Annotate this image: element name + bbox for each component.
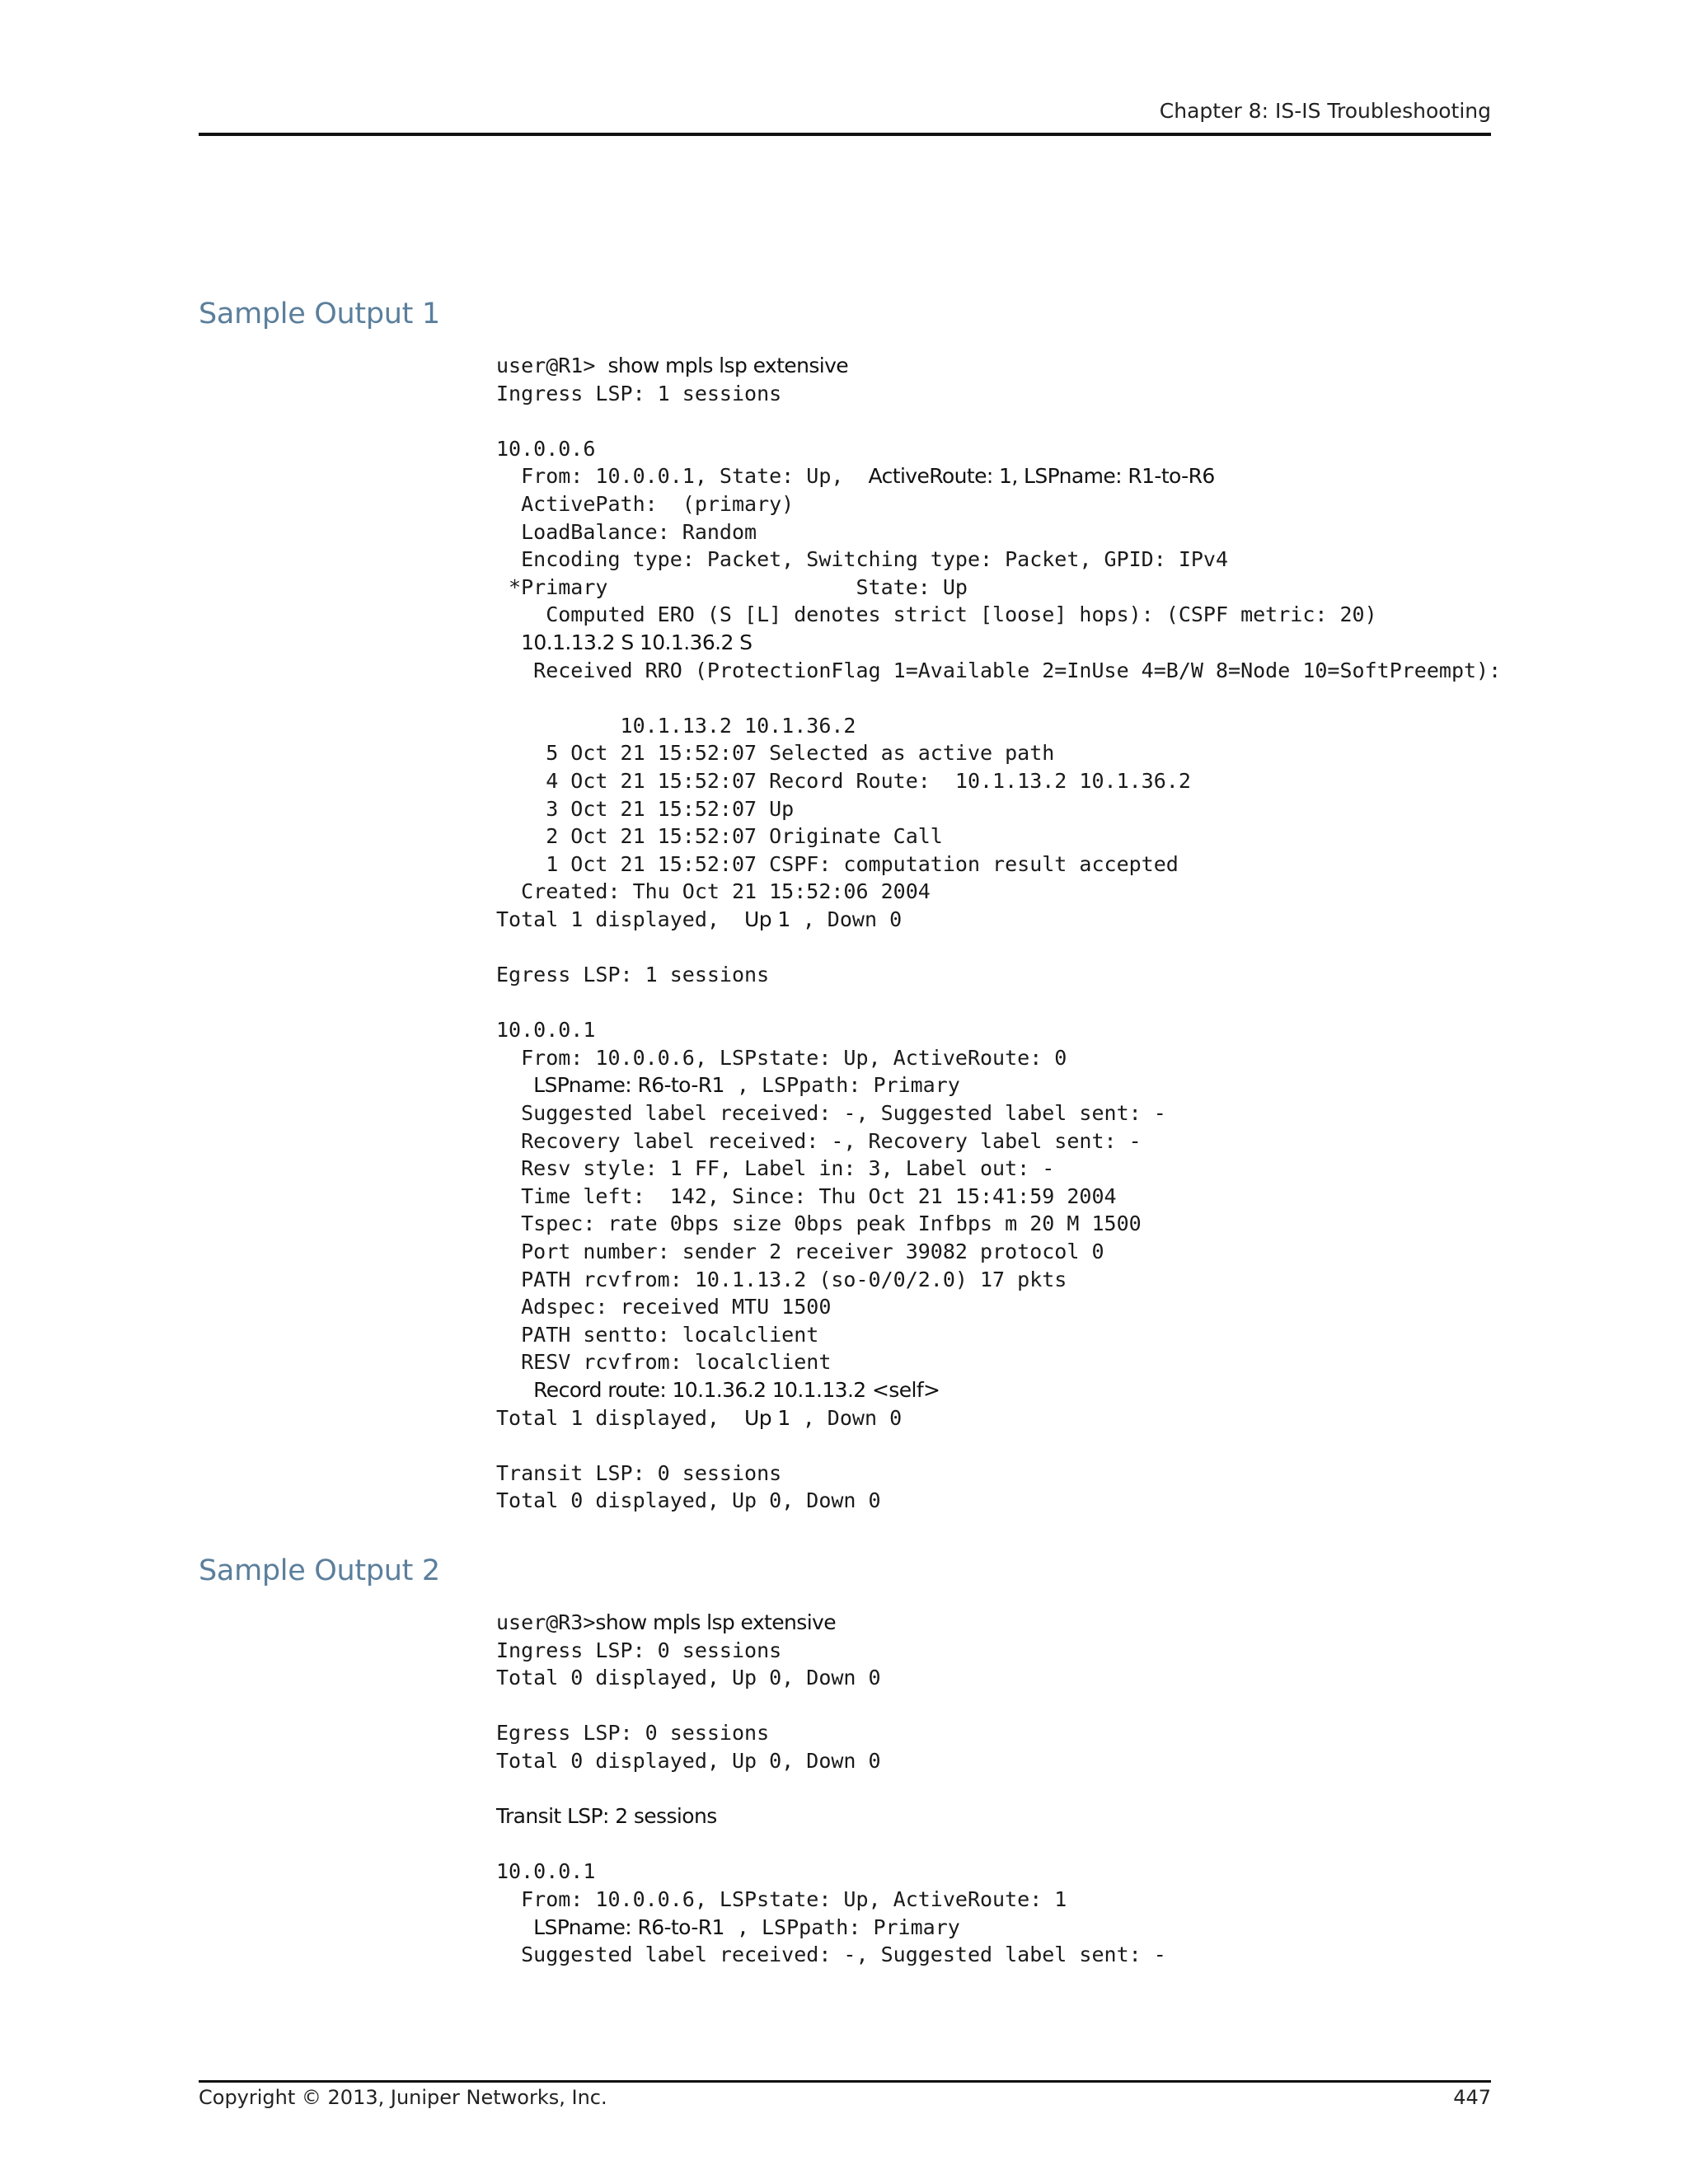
output-text: [496, 630, 521, 654]
output-line: [496, 1886, 1166, 1914]
output-text: Transit LSP: 0 sessions: [496, 1460, 782, 1485]
output-text: 10.1.13.2 10.1.36.2: [496, 713, 856, 738]
footer-copyright: Copyright © 2013, Juniper Networks, Inc.: [199, 2086, 607, 2109]
output-text: , LSPpath: Primary: [724, 1073, 960, 1098]
output-line: [496, 462, 1501, 490]
output-text: PATH sentto: localclient: [496, 1322, 819, 1347]
output-line: [496, 1348, 1501, 1376]
output-line: [496, 1404, 1501, 1432]
output-text: Total 0 displayed, Up 0, Down 0: [496, 1666, 881, 1690]
output-line: [496, 546, 1501, 574]
cli-command: show mpls lsp extensive: [595, 1610, 837, 1634]
output-line: [496, 878, 1501, 906]
header-divider: [199, 133, 1491, 136]
output-line: [496, 490, 1501, 518]
output-text: Total 1 displayed,: [496, 1405, 745, 1430]
output-line: [496, 1238, 1501, 1266]
highlighted-text: 10.1.13.2 S 10.1.36.2 S: [521, 630, 753, 654]
output-line: [496, 380, 1501, 408]
output-line: [496, 1183, 1501, 1211]
output-text: Total 1 displayed,: [496, 907, 745, 931]
output-text: RESV rcvfrom: localclient: [496, 1350, 832, 1375]
output-text: Encoding type: Packet, Switching type: Packet, GPID: IPv4: [496, 547, 1229, 572]
output-text: Total 0 displayed, Up 0, Down 0: [496, 1488, 881, 1513]
output-text: Adspec: received MTU 1500: [496, 1295, 832, 1319]
output-line: [496, 574, 1501, 602]
output-text: Computed ERO (S [L] denotes strict [loose] hops): (CSPF metric: 20): [496, 602, 1377, 627]
output-line: [496, 795, 1501, 823]
output-line: [496, 1637, 1166, 1665]
footer-divider: [199, 2080, 1491, 2083]
output-line: [496, 1719, 1166, 1747]
output-text: 10.0.0.1: [496, 1859, 596, 1884]
output-line: [496, 629, 1501, 657]
page-number: 447: [1453, 2086, 1491, 2109]
cli-prompt: user@R3>: [496, 1610, 596, 1634]
output-line: [496, 407, 1501, 435]
output-line: [496, 1321, 1501, 1349]
output-text: Received RRO (ProtectionFlag 1=Available 2=InUse 4=B/W 8=Node 10=SoftPreempt):: [496, 658, 1502, 682]
output-line: [496, 1071, 1501, 1099]
output-line: [496, 1802, 1166, 1830]
output-text: Suggested label received: -, Suggested label sent: -: [496, 1101, 1166, 1126]
output-text: , LSPpath: Primary: [724, 1915, 960, 1939]
output-text: Resv style: 1 FF, Label in: 3, Label out: -: [496, 1156, 1055, 1181]
output-text: From: 10.0.0.1, State: Up,: [496, 464, 869, 489]
output-line: [496, 1127, 1501, 1155]
output-text: Tspec: rate 0bps size 0bps peak Infbps m 20 M 1500: [496, 1212, 1142, 1236]
output-line: [496, 712, 1501, 740]
highlighted-text: Up 1: [744, 907, 790, 931]
output-line: [496, 1044, 1501, 1072]
output-line: [496, 739, 1501, 767]
output-line: [496, 823, 1501, 851]
output-text: Egress LSP: 0 sessions: [496, 1721, 770, 1746]
output-line: [496, 1858, 1166, 1886]
command-line: [496, 352, 1501, 380]
output-text: Ingress LSP: 1 sessions: [496, 381, 782, 405]
highlighted-text: LSPname: R6-to-R1: [533, 1915, 724, 1939]
output-line: [496, 1775, 1166, 1803]
output-line: [496, 961, 1501, 989]
output-line: [496, 989, 1501, 1017]
output-text: From: 10.0.0.6, LSPstate: Up, ActiveRoute: 0: [496, 1045, 1067, 1070]
output-line: [496, 1692, 1166, 1720]
code-block-1: [496, 352, 1501, 1515]
output-line: [496, 1099, 1501, 1127]
output-text: LoadBalance: Random: [496, 519, 757, 544]
output-line: [496, 1155, 1501, 1183]
output-text: Ingress LSP: 0 sessions: [496, 1638, 782, 1662]
output-text: 5 Oct 21 15:52:07 Selected as active path: [496, 741, 1055, 766]
output-line: [496, 1016, 1501, 1044]
output-text: 3 Oct 21 15:52:07 Up: [496, 796, 795, 821]
output-line: [496, 1376, 1501, 1404]
output-text: 10.0.0.1: [496, 1018, 596, 1043]
command-line: [496, 1609, 1166, 1637]
output-line: [496, 518, 1501, 546]
output-line: [496, 601, 1501, 629]
output-text: [496, 1378, 533, 1402]
output-text: Time left: 142, Since: Thu Oct 21 15:41:59 2004: [496, 1183, 1117, 1208]
output-line: [496, 1747, 1166, 1775]
output-text: From: 10.0.0.6, LSPstate: Up, ActiveRoute: 1: [496, 1886, 1067, 1911]
output-text: , Down 0: [790, 907, 903, 931]
output-text: Egress LSP: 1 sessions: [496, 963, 770, 987]
output-text: , Down 0: [790, 1405, 903, 1430]
output-line: [496, 851, 1501, 879]
highlighted-text: Up 1: [744, 1405, 790, 1430]
output-text: Suggested label received: -, Suggested label sent: -: [496, 1943, 1166, 1967]
highlighted-text: Record route: 10.1.36.2 10.1.13.2 <self>: [533, 1377, 940, 1402]
output-text: 10.0.0.6: [496, 436, 596, 461]
output-text: 4 Oct 21 15:52:07 Record Route: 10.1.13.2 10.1.36.2: [496, 768, 1191, 793]
cli-command: show mpls lsp extensive: [607, 354, 849, 377]
code-block-2: [496, 1609, 1166, 1969]
output-text: [496, 1073, 533, 1097]
output-text: 2 Oct 21 15:52:07 Originate Call: [496, 824, 943, 849]
output-line: [496, 1460, 1501, 1488]
highlighted-text: ActiveRoute: 1, LSPname: R1-to-R6: [868, 464, 1215, 489]
output-line: [496, 767, 1501, 795]
output-line: [496, 1914, 1166, 1942]
output-line: [496, 1293, 1501, 1321]
section-heading-2: Sample Output 2: [199, 1554, 440, 1587]
output-line: [496, 657, 1501, 685]
output-text: PATH rcvfrom: 10.1.13.2 (so-0/0/2.0) 17 pkts: [496, 1267, 1067, 1291]
output-line: [496, 1487, 1501, 1515]
output-text: Port number: sender 2 receiver 39082 protocol 0: [496, 1240, 1104, 1263]
output-text: Created: Thu Oct 21 15:52:06 2004: [496, 879, 931, 904]
output-line: [496, 1664, 1166, 1692]
output-line: [496, 1432, 1501, 1460]
output-line: [496, 933, 1501, 961]
chapter-header: Chapter 8: IS-IS Troubleshooting: [1159, 99, 1491, 123]
output-text: [496, 1915, 533, 1939]
output-line: [496, 684, 1501, 712]
output-line: [496, 1941, 1166, 1969]
output-line: [496, 1266, 1501, 1294]
section-heading-1: Sample Output 1: [199, 298, 440, 330]
output-line: [496, 906, 1501, 934]
output-text: *Primary State: Up: [496, 574, 968, 599]
output-line: [496, 435, 1501, 463]
output-text: Total 0 displayed, Up 0, Down 0: [496, 1748, 881, 1773]
output-text: Recovery label received: -, Recovery label sent: -: [496, 1128, 1142, 1153]
output-text: 1 Oct 21 15:52:07 CSPF: computation result accepted: [496, 851, 1179, 876]
output-line: [496, 1210, 1501, 1238]
highlighted-text: Transit LSP: 2 sessions: [496, 1804, 717, 1829]
output-text: ActivePath: (primary): [496, 491, 795, 516]
highlighted-text: LSPname: R6-to-R1: [533, 1073, 724, 1098]
output-line: [496, 1830, 1166, 1858]
cli-prompt: user@R1>: [496, 354, 596, 377]
